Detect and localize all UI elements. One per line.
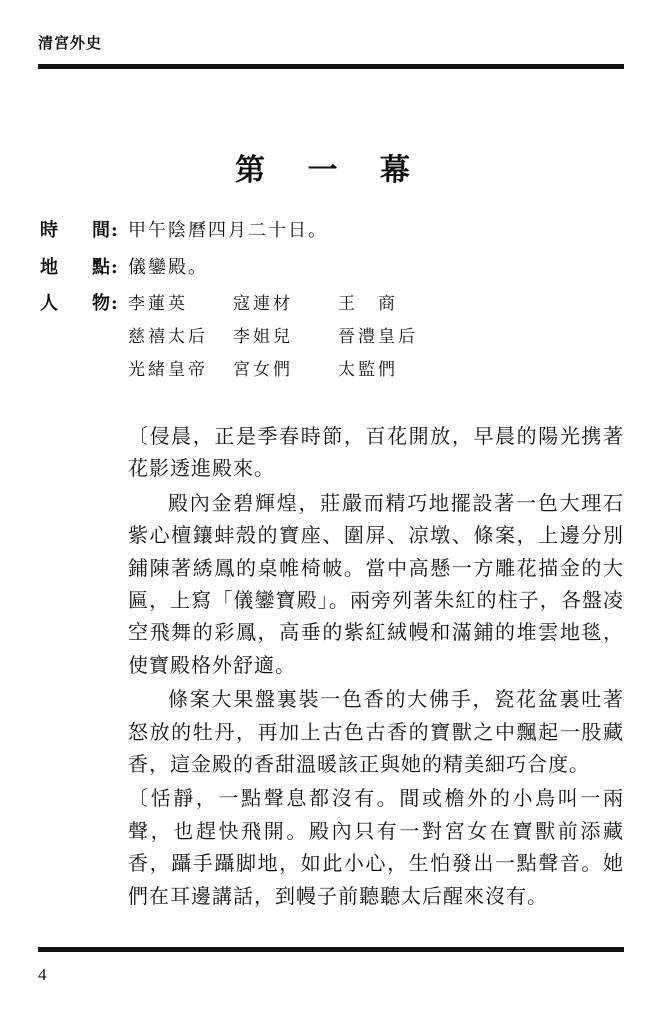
meta-value: 儀鑾殿。 bbox=[128, 257, 208, 278]
cast-member: 晉澧皇后 bbox=[338, 327, 418, 347]
cast-member: 太監們 bbox=[338, 360, 398, 380]
meta-label: 人物 bbox=[40, 293, 110, 314]
cast-member: 宮女們 bbox=[233, 360, 293, 380]
meta-colon: : bbox=[111, 220, 118, 241]
running-head: 清宮外史 bbox=[38, 34, 103, 52]
act-title: 第 一 幕 bbox=[235, 153, 412, 188]
meta-label: 時間 bbox=[40, 220, 110, 241]
paragraph: 〔恬靜，一點聲息都沒有。間或檐外的小鳥叫一兩聲，也趕快飛開。殿內只有一對宮女在寶獸前添藏香，躡手躡脚地，如此小心，生怕發出一點聲音。她們在耳邊講話，到幔子前聽聽太后醒來沒有。 bbox=[128, 786, 624, 908]
cast-member: 寇連材 bbox=[233, 294, 293, 314]
paragraph: 條案大果盤裏裝一色香的大佛手，瓷花盆裏吐著怒放的牡丹，再加上古色古香的寶獸之中飄起一股藏香，這金殿的香甜溫暖該正與她的精美細巧合度。 bbox=[128, 687, 624, 777]
cast-member: 光緒皇帝 bbox=[128, 360, 208, 380]
meta-label: 地點 bbox=[40, 257, 110, 278]
top-rule bbox=[38, 64, 624, 69]
meta-value: 甲午陰曆四月二十日。 bbox=[128, 220, 328, 241]
bottom-rule bbox=[38, 947, 624, 952]
meta-colon: : bbox=[111, 257, 118, 278]
cast-member: 李姐兒 bbox=[233, 327, 293, 347]
paragraph: 殿內金碧輝煌，莊嚴而精巧地擺設著一色大理石紫心檀鑲蚌殼的寶座、圍屏、凉墩、條案，上邊分別鋪陳著綉鳳的桌帷椅帔。當中高懸一方雕花描金的大匾，上寫「儀鑾寶殿」。兩旁列著朱紅的柱子，各盤凌空飛舞的彩鳳，高垂的紫紅絨幔和滿鋪的堆雲地毯，使寶殿格外舒適。 bbox=[128, 490, 624, 677]
meta-colon: : bbox=[111, 293, 118, 314]
meta-row-time bbox=[40, 216, 600, 246]
meta-row-place bbox=[40, 253, 600, 283]
meta-row-characters bbox=[40, 289, 130, 319]
page-number: 4 bbox=[38, 965, 47, 984]
stage-directions bbox=[128, 420, 624, 914]
cast-member: 李蓮英 bbox=[128, 294, 188, 314]
paragraph: 〔侵晨，正是季春時節，百花開放，早晨的陽光携著花影透進殿來。 bbox=[128, 424, 624, 481]
cast-member: 慈禧太后 bbox=[128, 327, 208, 347]
cast-member: 王 商 bbox=[338, 294, 398, 314]
